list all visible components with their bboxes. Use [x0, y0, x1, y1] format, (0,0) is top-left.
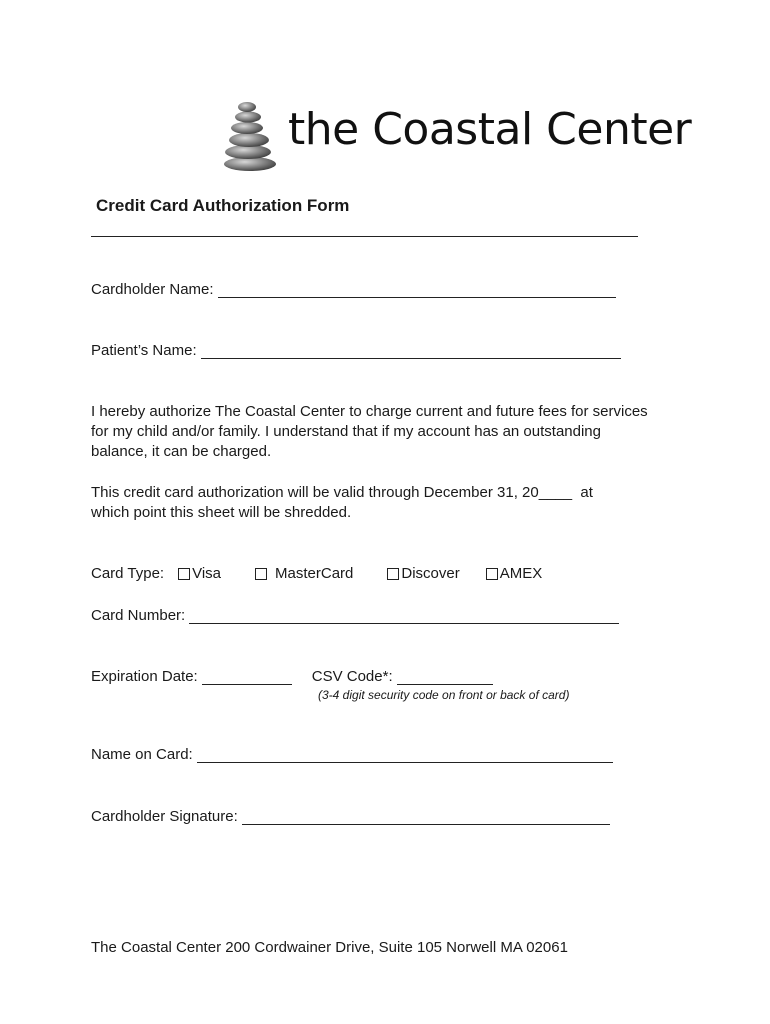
patient-name-row — [91, 342, 621, 359]
expiration-field[interactable] — [202, 670, 292, 685]
validity-text-line-2: which point this sheet will be shredded. — [91, 504, 352, 521]
footer-address: The Coastal Center 200 Cordwainer Drive, Suite 105 Norwell MA 02061 — [91, 939, 568, 956]
card-number-row — [91, 607, 619, 624]
name-on-card-label: Name on Card: — [91, 746, 193, 763]
checkbox-icon[interactable] — [387, 568, 399, 580]
card-type-visa-label: Visa — [192, 565, 222, 582]
expiration-row — [91, 668, 493, 685]
cardholder-name-field[interactable] — [218, 283, 616, 298]
cardholder-name-label: Cardholder Name: — [91, 281, 214, 298]
card-type-label: Card Type: — [91, 565, 165, 582]
checkbox-icon[interactable] — [255, 568, 267, 580]
authorization-text: I hereby authorize The Coastal Center to charge current and future fees for services for my child and/or family. I understand that if my account has an outstanding balance, it can be charged. — [91, 403, 648, 460]
card-number-field[interactable] — [189, 609, 619, 624]
cardholder-name-row — [91, 281, 616, 298]
signature-row — [91, 808, 610, 825]
validity-text-line-1: This credit card authorization will be valid through December 31, 20____ at — [91, 484, 593, 501]
validity-text — [91, 483, 651, 523]
checkbox-icon[interactable] — [486, 568, 498, 580]
checkbox-icon[interactable] — [178, 568, 190, 580]
title-divider — [91, 236, 638, 237]
csv-field[interactable] — [397, 670, 493, 685]
card-number-label: Card Number: — [91, 607, 186, 624]
name-on-card-field[interactable] — [197, 748, 613, 763]
patient-name-field[interactable] — [201, 344, 621, 359]
card-type-amex[interactable] — [486, 565, 543, 582]
card-type-visa[interactable] — [178, 565, 221, 582]
card-type-amex-label: AMEX — [499, 565, 543, 582]
card-type-row — [91, 565, 542, 582]
csv-note: (3-4 digit security code on front or back of card) — [318, 688, 570, 702]
patient-name-label: Patient’s Name: — [91, 342, 197, 359]
form-title: Credit Card Authorization Form — [96, 196, 350, 215]
expiration-label: Expiration Date: — [91, 668, 198, 685]
card-type-mastercard-label: MasterCard — [275, 565, 354, 582]
csv-label: CSV Code*: — [311, 668, 393, 685]
stacked-stones-icon — [218, 96, 282, 172]
name-on-card-row — [91, 746, 613, 763]
card-type-discover[interactable] — [387, 565, 459, 582]
logo — [218, 96, 692, 172]
card-type-discover-label: Discover — [401, 565, 460, 582]
card-type-mastercard[interactable] — [255, 565, 353, 582]
signature-label: Cardholder Signature: — [91, 808, 238, 825]
brand-name: the Coastal Center — [288, 104, 692, 155]
signature-field[interactable] — [242, 810, 610, 825]
